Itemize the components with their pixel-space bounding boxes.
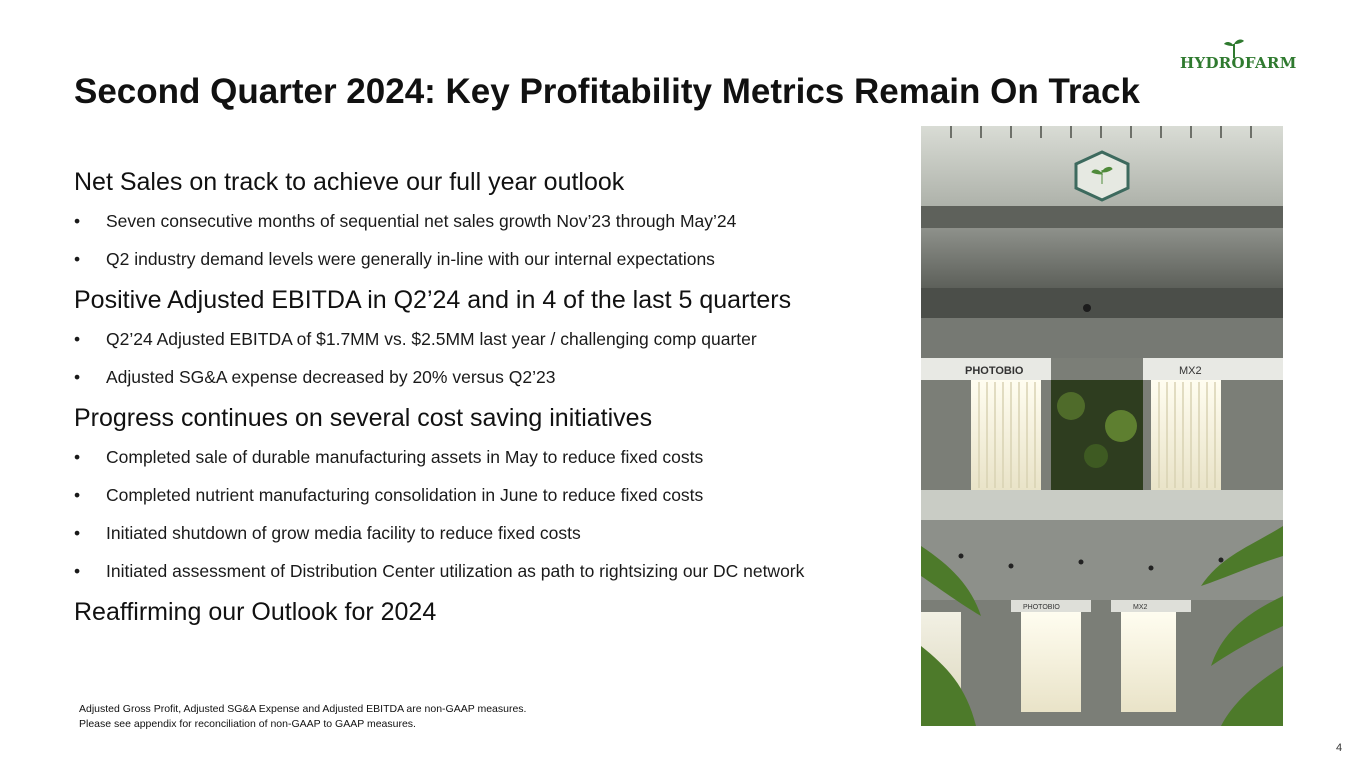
main-content	[74, 162, 894, 634]
footnote-line: Adjusted Gross Profit, Adjusted SG&A Expense and Adjusted EBITDA are non-GAAP measures.	[79, 703, 527, 715]
bullet-list	[74, 202, 894, 278]
page-title: Second Quarter 2024: Key Profitability Metrics Remain On Track	[74, 72, 1140, 111]
bullet-dot: •	[74, 367, 81, 387]
section-outlook	[74, 592, 894, 632]
bullet-text: Initiated shutdown of grow media facility to reduce fixed costs	[106, 523, 581, 543]
grow-lights-photo	[921, 126, 1283, 726]
photobio-label: PHOTOBIO	[965, 365, 1024, 377]
bullet-dot: •	[74, 211, 81, 231]
bullet-dot: •	[74, 523, 81, 543]
page-number: 4	[1336, 742, 1343, 754]
bullet-text: Completed sale of durable manufacturing assets in May to reduce fixed costs	[106, 447, 704, 467]
section-heading: Progress continues on several cost saving initiatives	[74, 404, 653, 432]
bullet-text: Initiated assessment of Distribution Center utilization as path to rightsizing our DC network	[106, 561, 805, 581]
section-heading: Positive Adjusted EBITDA in Q2’24 and in 4 of the last 5 quarters	[74, 286, 792, 314]
bullet-dot: •	[74, 329, 81, 349]
mx2-label-small: MX2	[1133, 604, 1148, 611]
bullet-item	[74, 320, 894, 358]
bullet-dot: •	[74, 249, 81, 269]
section-cost-saving	[74, 398, 894, 590]
bullet-text: Adjusted SG&A expense decreased by 20% versus Q2’23	[106, 367, 556, 387]
section-heading: Net Sales on track to achieve our full year outlook	[74, 168, 625, 196]
section-adjusted-ebitda	[74, 280, 894, 396]
bullet-item	[74, 476, 894, 514]
bullet-item	[74, 514, 894, 552]
section-heading: Reaffirming our Outlook for 2024	[74, 598, 437, 626]
mx2-label: MX2	[1179, 365, 1202, 377]
footnote-line: Please see appendix for reconciliation of non-GAAP to GAAP measures.	[79, 718, 416, 730]
bullet-item	[74, 552, 894, 590]
bullet-item	[74, 240, 894, 278]
bullet-item	[74, 358, 894, 396]
bullet-item	[74, 202, 894, 240]
bullet-dot: •	[74, 561, 81, 581]
bullet-dot: •	[74, 485, 81, 505]
bullet-text: Completed nutrient manufacturing consolidation in June to reduce fixed costs	[106, 485, 704, 505]
footnote	[79, 702, 526, 732]
photobio-label-small: PHOTOBIO	[1023, 604, 1060, 611]
bullet-list	[74, 438, 894, 590]
logo-text: HYDROFARM	[1180, 54, 1297, 72]
bullet-item	[74, 438, 894, 476]
bullet-text: Q2 industry demand levels were generally in-line with our internal expectations	[106, 249, 715, 269]
hydrofarm-logo	[1180, 38, 1297, 78]
grow-lights-illustration	[921, 126, 1283, 726]
bullet-text: Q2’24 Adjusted EBITDA of $1.7MM vs. $2.5MM last year / challenging comp quarter	[106, 329, 757, 349]
section-net-sales	[74, 162, 894, 278]
bullet-text: Seven consecutive months of sequential net sales growth Nov’23 through May’24	[106, 211, 737, 231]
bullet-list	[74, 320, 894, 396]
bullet-dot: •	[74, 447, 81, 467]
